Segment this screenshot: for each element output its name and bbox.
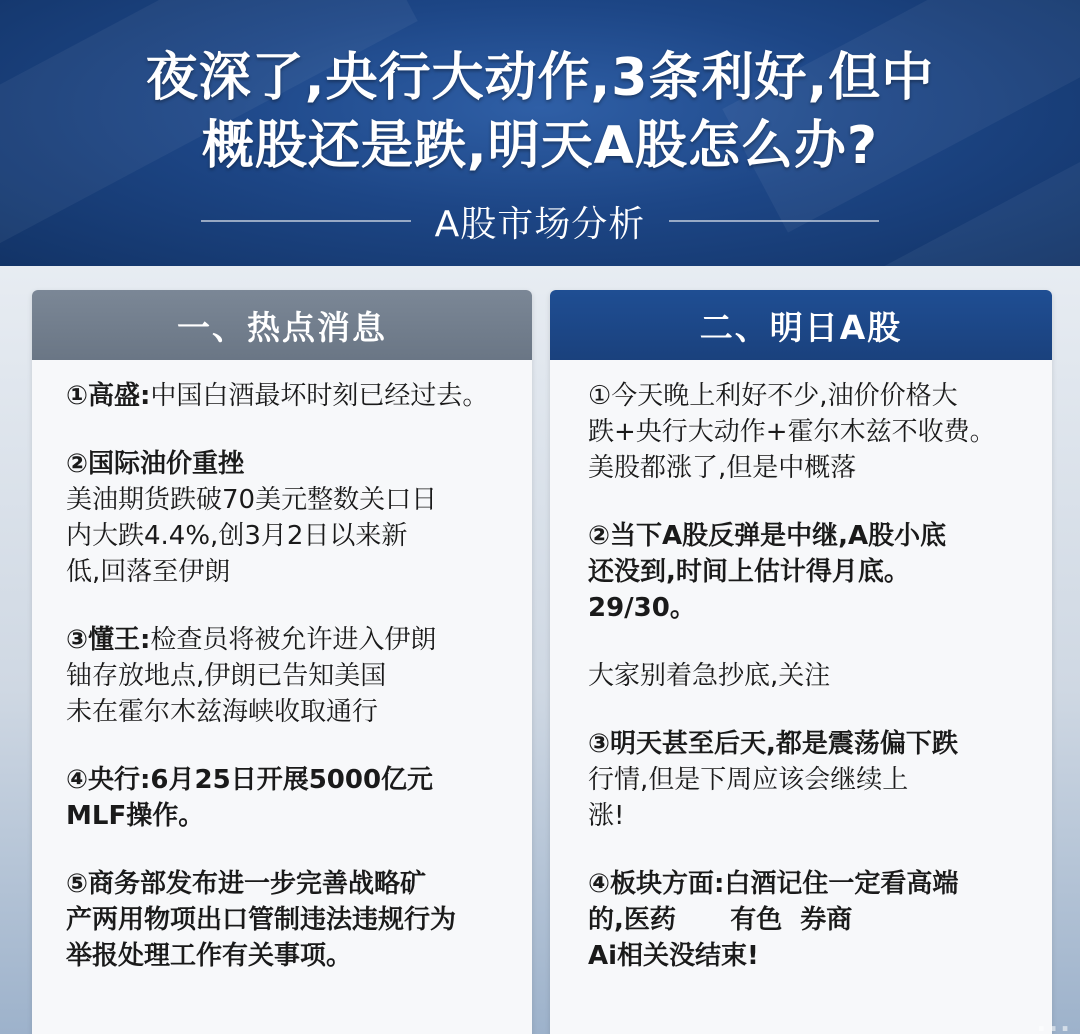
news-item-line: 内大跌4.4%,创3月2日以来新 <box>66 521 408 551</box>
news-item-line: 产两用物项出口管制违法违规行为 <box>66 905 457 935</box>
tomorrow-a-share-heading: 二、明日A股 <box>550 290 1052 360</box>
outlook-line: 大家别着急抄底,关注 <box>588 661 831 691</box>
news-item-lead: ②国际油价重挫 <box>66 449 245 479</box>
news-item-line: 低,回落至伊朗 <box>66 557 231 587</box>
outlook-line: ④板块方面:白酒记住一定看高端 <box>588 869 959 899</box>
outlook-item-4 <box>588 726 1030 834</box>
outlook-line: 行情,但是下周应该会继续上 <box>588 765 909 795</box>
subtitle: A股市场分析 <box>434 203 646 245</box>
outlook-line: 美股都涨了,但是中概落 <box>588 453 857 483</box>
outlook-line: 的,医药 有色 券商 <box>588 905 853 935</box>
news-item-line: 举报处理工作有关事项。 <box>66 941 353 971</box>
outlook-line: 涨! <box>588 801 625 831</box>
tomorrow-a-share-card <box>550 290 1052 1034</box>
outlook-line: 还没到,时间上估计得月底。 <box>588 557 910 587</box>
news-item-line: 未在霍尔木兹海峡收取通行 <box>66 697 379 727</box>
subtitle-row <box>0 196 1080 246</box>
outlook-line: 跌+央行大动作+霍尔木兹不收费。 <box>588 417 996 447</box>
watermark: ... <box>1036 1008 1072 1034</box>
news-item-line: 铀存放地点,伊朗已告知美国 <box>66 661 387 691</box>
hot-news-heading: 一、热点消息 <box>32 290 532 360</box>
news-item-lead: ③懂王: <box>66 625 151 655</box>
subtitle-divider-right <box>669 220 879 222</box>
news-item-text: 中国白酒最坏时刻已经过去。 <box>150 381 489 411</box>
page-title <box>40 44 1040 180</box>
news-item-lead: ④央行: <box>66 765 151 795</box>
news-item-5 <box>66 866 510 974</box>
outlook-item-2 <box>588 518 1030 626</box>
outlook-item-5 <box>588 866 1030 974</box>
outlook-item-1 <box>588 378 1030 486</box>
news-item-1 <box>66 378 510 414</box>
news-item-text: 6月25日开展5000亿元 <box>150 765 434 795</box>
title-line-1: 夜深了,央行大动作,3条利好,但中 <box>145 48 935 108</box>
news-item-3 <box>66 622 510 730</box>
outlook-line: Ai相关没结束! <box>588 941 759 971</box>
news-item-lead: ①高盛: <box>66 381 151 411</box>
outlook-line: 29/30。 <box>588 593 696 623</box>
hot-news-card <box>32 290 532 1034</box>
news-item-4 <box>66 762 510 834</box>
outlook-line: ③明天甚至后天,都是震荡偏下跌 <box>588 729 958 759</box>
news-item-line: MLF操作。 <box>66 801 205 831</box>
news-item-text: 检查员将被允许进入伊朗 <box>150 625 437 655</box>
outlook-line: ①今天晚上利好不少,油价价格大 <box>588 381 958 411</box>
news-item-line: 美油期货跌破70美元整数关口日 <box>66 485 438 515</box>
subtitle-divider-left <box>201 220 411 222</box>
outlook-item-3 <box>588 658 1030 694</box>
outlook-line: ②当下A股反弹是中继,A股小底 <box>588 521 947 551</box>
title-line-2: 概股还是跌,明天A股怎么办? <box>201 116 879 176</box>
news-item-2 <box>66 446 510 590</box>
news-item-line: ⑤商务部发布进一步完善战略矿 <box>66 869 427 899</box>
header-banner <box>0 0 1080 270</box>
